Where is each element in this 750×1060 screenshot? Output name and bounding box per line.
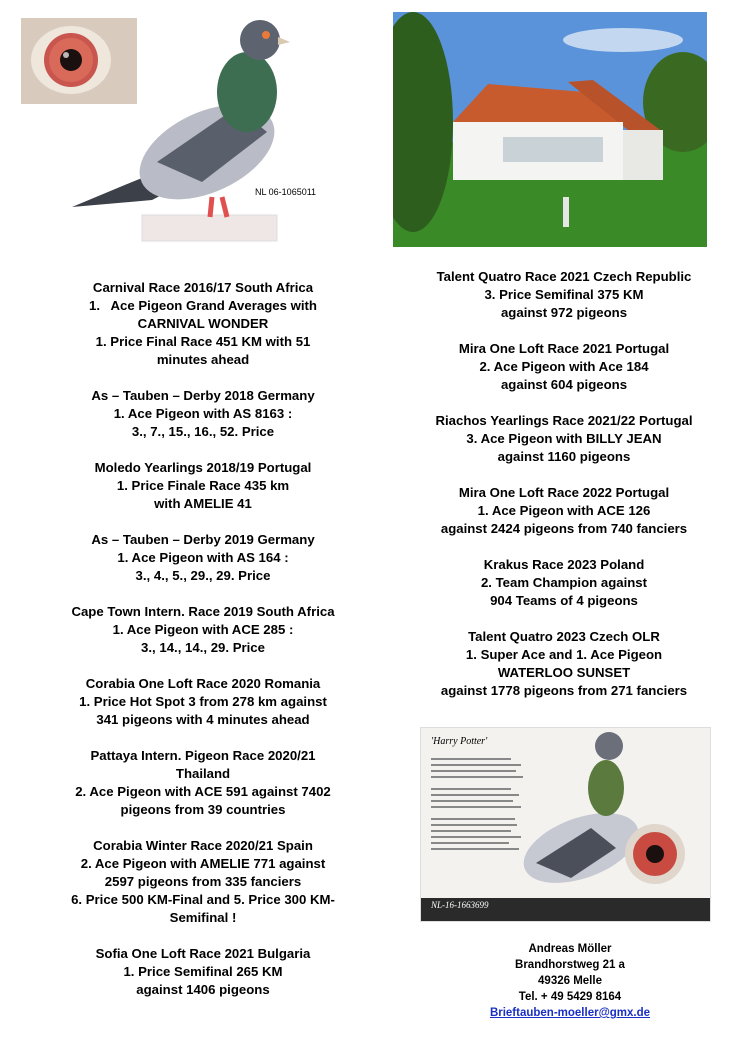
right-results-column xyxy=(398,268,730,718)
result-line: 1. Ace Pigeon with AS 8163 : xyxy=(113,406,293,421)
result-entry xyxy=(398,556,730,610)
race-title: As – Tauben – Derby 2018 Germany xyxy=(91,388,315,403)
result-line: against 2424 pigeons from 740 fanciers xyxy=(440,521,688,536)
result-line: 3. Price Semifinal 375 KM xyxy=(484,287,644,302)
result-line: 3., 7., 15., 16., 52. Price xyxy=(131,424,275,439)
contact-city: 49326 Melle xyxy=(538,975,602,987)
result-line: against 1778 pigeons from 271 fanciers xyxy=(440,683,688,698)
contact-name: Andreas Möller xyxy=(528,943,612,955)
left-results-column xyxy=(28,279,378,1017)
race-title: Mira One Loft Race 2021 Portugal xyxy=(458,341,670,356)
result-line: minutes ahead xyxy=(156,352,250,367)
result-line: 1. Super Ace and 1. Ace Pigeon xyxy=(465,647,663,662)
race-title: As – Tauben – Derby 2019 Germany xyxy=(91,532,315,547)
contact-phone: Tel. + 49 5429 8164 xyxy=(518,991,622,1003)
race-title: Sofia One Loft Race 2021 Bulgaria xyxy=(95,946,311,961)
contact-block xyxy=(470,941,670,1021)
race-title: Pattaya Intern. Pigeon Race 2020/21 xyxy=(90,748,316,763)
race-title: Corabia One Loft Race 2020 Romania xyxy=(85,676,321,691)
result-line: against 1406 pigeons xyxy=(136,982,270,997)
result-entry xyxy=(28,675,378,729)
result-entry xyxy=(28,945,378,999)
card-ring-number: NL-16-1663699 xyxy=(431,900,489,910)
contact-email-link[interactable]: Brieftauben-moeller@gmx.de xyxy=(489,1007,651,1019)
race-title: Thailand xyxy=(175,766,231,781)
result-line: 341 pigeons with 4 minutes ahead xyxy=(96,712,310,727)
result-entry xyxy=(28,531,378,585)
pigeon-card-photo xyxy=(420,727,711,922)
result-line: against 604 pigeons xyxy=(500,377,628,392)
result-line: 1. Price Final Race 451 KM with 51 xyxy=(95,334,311,349)
result-entry xyxy=(28,279,378,369)
result-line: 1. Price Finale Race 435 km xyxy=(116,478,290,493)
race-title: Mira One Loft Race 2022 Portugal xyxy=(458,485,670,500)
result-line: 3. Ace Pigeon with BILLY JEAN xyxy=(466,431,662,446)
result-line: 1. Ace Pigeon Grand Averages with xyxy=(89,298,317,313)
race-title: Talent Quatro Race 2021 Czech Republic xyxy=(436,269,692,284)
race-title: Krakus Race 2023 Poland xyxy=(483,557,645,572)
result-line: against 1160 pigeons xyxy=(497,449,631,464)
result-line: 2597 pigeons from 335 fanciers xyxy=(104,874,302,889)
result-line: WATERLOO SUNSET xyxy=(497,665,631,680)
result-line: 1. Ace Pigeon with ACE 285 : xyxy=(112,622,294,637)
result-line: 1. Ace Pigeon with AS 164 : xyxy=(117,550,289,565)
result-line: against 972 pigeons xyxy=(500,305,628,320)
result-line: 2. Team Champion against xyxy=(480,575,648,590)
result-entry xyxy=(28,459,378,513)
result-line: 3., 4., 5., 29., 29. Price xyxy=(135,568,271,583)
result-line: 1. Price Semifinal 265 KM xyxy=(123,964,283,979)
result-entry xyxy=(398,340,730,394)
result-line: 3., 14., 14., 29. Price xyxy=(141,640,265,655)
result-line: 904 Teams of 4 pigeons xyxy=(490,593,638,608)
race-title: Riachos Yearlings Race 2021/22 Portugal xyxy=(435,413,693,428)
result-line: 1. Price Hot Spot 3 from 278 km against xyxy=(79,694,327,709)
race-title: Cape Town Intern. Race 2019 South Africa xyxy=(71,604,335,619)
result-line: pigeons from 39 countries xyxy=(120,802,286,817)
race-title: Corabia Winter Race 2020/21 Spain xyxy=(93,838,313,853)
result-line: with AMELIE 41 xyxy=(154,496,252,511)
race-title: Talent Quatro 2023 Czech OLR xyxy=(468,629,660,644)
result-entry xyxy=(28,837,378,927)
pigeon-ring-label: NL 06-1065011 xyxy=(255,187,317,197)
house-photo xyxy=(393,12,707,247)
result-entry xyxy=(398,268,730,322)
result-entry xyxy=(28,603,378,657)
card-pigeon-name: 'Harry Potter' xyxy=(431,736,488,747)
result-line: Semifinal ! xyxy=(169,910,237,925)
contact-street: Brandhorstweg 21 a xyxy=(515,959,625,971)
result-entry xyxy=(28,387,378,441)
result-entry xyxy=(398,484,730,538)
race-title: Moledo Yearlings 2018/19 Portugal xyxy=(94,460,312,475)
result-line: 1. Ace Pigeon with ACE 126 xyxy=(477,503,651,518)
pigeon-photo xyxy=(62,12,330,244)
result-entry xyxy=(398,628,730,700)
race-title: Carnival Race 2016/17 South Africa xyxy=(92,280,314,295)
result-line: 2. Ace Pigeon with Ace 184 xyxy=(479,359,649,374)
result-entry xyxy=(398,412,730,466)
result-line: 6. Price 500 KM-Final and 5. Price 300 KM- xyxy=(71,892,335,907)
result-entry xyxy=(28,747,378,819)
result-line: 2. Ace Pigeon with AMELIE 771 against xyxy=(80,856,326,871)
result-line: CARNIVAL WONDER xyxy=(137,316,269,331)
result-line: 2. Ace Pigeon with ACE 591 against 7402 xyxy=(75,784,331,799)
